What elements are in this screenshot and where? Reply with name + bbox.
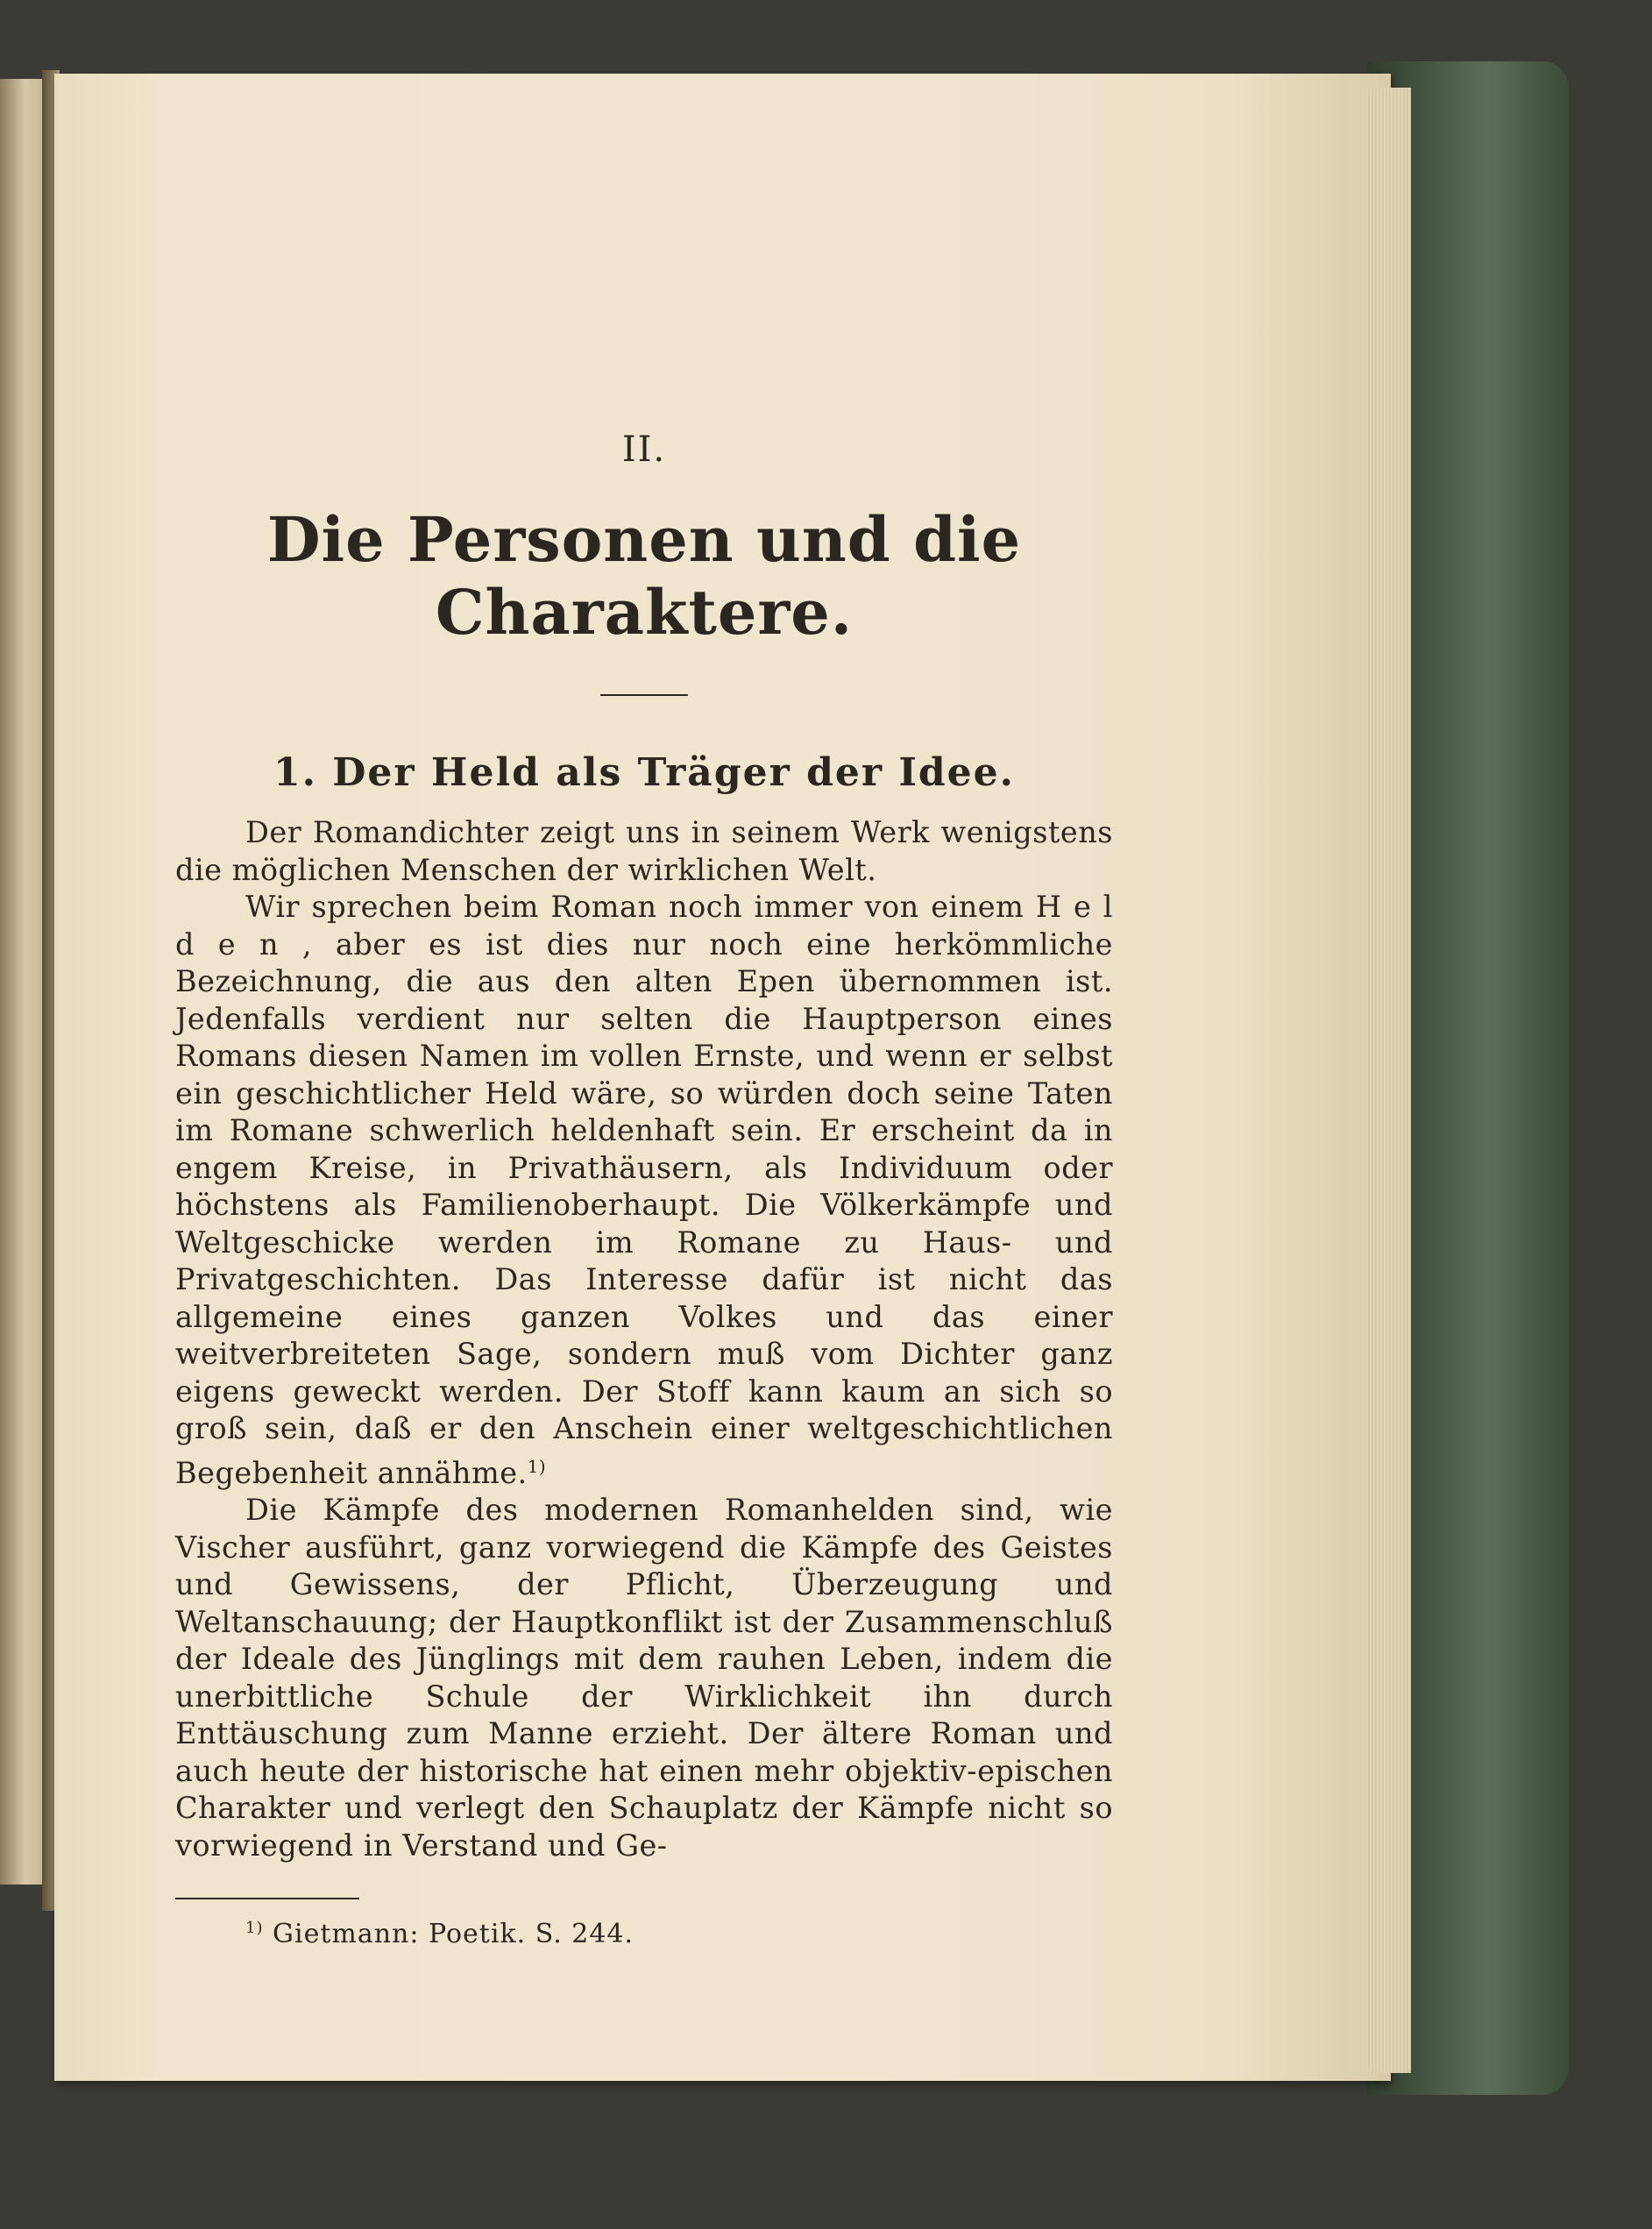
footnote-marker: 1) [245,1919,264,1938]
paragraph-2 [175,889,1113,1492]
paragraph-3: Die Kämpfe des modernen Romanhelden sind, wie Vischer ausführt, ganz vorwiegend die Kämpfe des Geistes und Gewissens, der Pflicht, Überzeugung und Weltanschauung; der Hauptkonflikt ist der Zusammenschluß der Ideale des Jünglings mit dem rauhen Leben, indem die unerbittliche Schule der Wirklichkeit ihn durch Enttäuschung zum Manne erzieht. Der ältere Roman und auch heute der historische hat einen mehr objektiv-epischen Charakter und verlegt den Schauplatz der Kämpfe nicht so vorwiegend in Verstand und Ge- [175,1493,1113,1863]
chapter-title: Die Personen und die Charaktere. [266,503,1022,649]
chapter-number: II. [621,429,667,470]
footnote-divider [175,1898,359,1899]
page-content [175,429,1113,1949]
paragraph-2-text: Wir sprechen beim Roman noch immer von einem H e l d e n , aber es ist dies nur noch eine herkömmliche Bezeichnung, die aus den alten Epen übernommen ist. Jedenfalls verdient nur selten die Hauptperson eines Romans diesen Namen im vollen Ernste, und wenn er selbst ein geschichtlicher Held wäre, so würden doch seine Taten im Romane schwerlich heldenhaft sein. Er erscheint da in engem Kreise, in Privathäusern, als Individuum oder höchstens als Familienoberhaupt. Die Völkerkämpfe und Weltgeschicke werden im Romane zu Haus- und Privatgeschichten. Das Interesse dafür ist nicht das allgemeine eines ganzen Volkes und das einer weitverbreiteten Sage, sondern muß vom Dichter ganz eigens geweckt werden. Der Stoff kann kaum an sich so groß sein, daß er den Anschein einer weltgeschichtlichen Begebenheit annähme. [175,890,1113,1490]
page-block-edges [1367,88,1411,2073]
paragraph-1: Der Romandichter zeigt uns in seinem Werk wenigstens die möglichen Menschen der wirklichen Welt. [175,815,1113,887]
footnote [245,1919,1113,1949]
footnote-text: Gietmann: Poetik. S. 244. [273,1919,635,1950]
left-page-edge [0,79,42,1885]
title-divider [600,694,688,696]
section-title: 1. Der Held als Träger der Idee. [273,750,1015,795]
footnote-reference: 1) [527,1455,547,1477]
